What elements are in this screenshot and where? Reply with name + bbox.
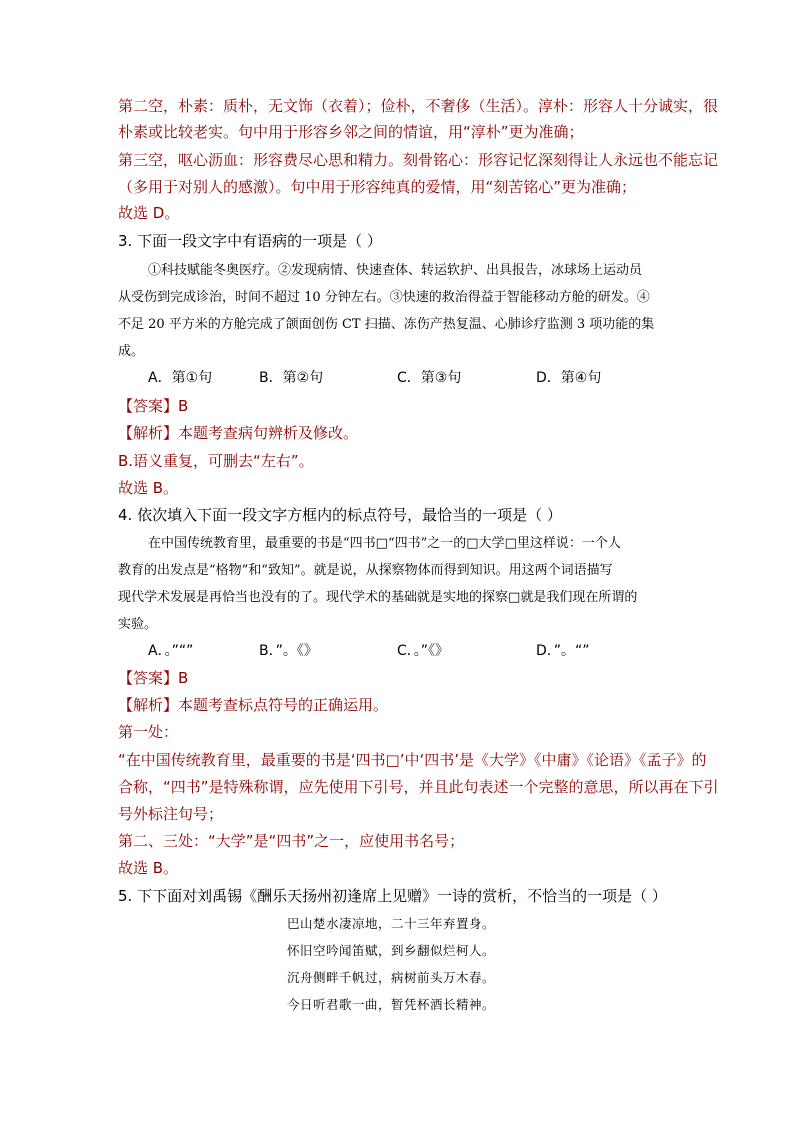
analysis-tag: 【解析】 [118,424,179,442]
q4-detail: 第一处： [118,723,179,741]
q5-poem-line: 怀旧空吟闻笛赋，到乡翻似烂柯人。 [287,943,496,958]
q4-detail: 号外标注句号； [118,805,224,823]
q2-analysis-line: 第二空，朴素：质朴，无文饰（衣着）；俭朴，不奢侈（生活）。淳朴：形容人十分诚实，很 [118,97,719,115]
q4-passage-text: 现代学术发展是再恰当也没有的了。现代学术的基础就是实地的探察 [118,590,509,605]
q4-analysis [118,695,388,715]
q4-detail: 第二、三处：“大学”是“四书”之一，应使用书名号； [118,832,465,850]
q4-conclusion: 故选 B。 [118,859,179,877]
q4-passage-line: 教育的出发点是“格物”和“致知”。就是说，从探察物体而得到知识。用这两个词语描写 [118,563,613,578]
q4-option-d: D．”。“” [536,643,590,659]
q5-poem-line: 巴山楚水凄凉地，二十三年弃置身。 [287,916,496,931]
q3-passage-line: 不足 20 平方米的方舱完成了颌面创伤 CT 扫描、冻伤产热复温、心肺诊疗监测 3 项功能的集 [118,317,655,332]
q2-analysis-line: 朴素或比较老实。句中用于形容乡邻之间的情谊，用“淳朴”更为准确； [118,123,584,141]
q3-option-c: C．第③句 [397,370,462,386]
q4-answer [118,668,188,688]
q4-passage-text: 在中国传统教育里，最重要的书是“四书 [148,536,376,551]
q5-stem: 5. 下下面对刘禹锡《酬乐天扬州初逢席上见赠》一诗的赏析，不恰当的一项是（ ） [118,887,667,905]
blank-box: □ [375,536,388,551]
q4-option-b: B．”。《》 [259,643,318,659]
q3-answer [118,396,188,416]
q3-detail: B.语义重复，可删去“左右”。 [118,452,314,470]
answer-value: B [178,397,189,415]
q4-option-c: C．。”《》 [397,643,450,659]
q3-passage-line: 从受伤到完成诊治，时间不超过 10 分钟左右。③快速的救治得益于智能移动方舱的研发。④ [118,290,650,305]
q3-option-a: A．第①句 [148,370,213,386]
blank-box: □ [504,536,517,551]
q2-analysis-line: （多用于对别人的感激）。句中用于形容纯真的爱情，用“刻苦铭心”更为准确； [118,178,637,196]
q3-passage-line: ①科技赋能冬奥医疗。②发现病情、快速查体、转运软护、出具报告，冰球场上运动员 [148,263,643,278]
q2-analysis-line: 第三空，呕心沥血：形容费尽心思和精力。刻骨铭心：形容记忆深刻得让人永远也不能忘记 [118,151,719,169]
answer-tag: 【答案】 [118,669,179,687]
q3-option-b: B．第②句 [259,370,324,386]
q2-conclusion: 故选 D。 [118,204,180,222]
q3-stem: 3. 下面一段文字中有语病的一项是（ ） [118,232,382,250]
q4-passage-line [118,588,637,608]
blank-box: □ [466,536,479,551]
q4-passage-text: 里这样说：一个人 [516,536,621,551]
q4-passage-text: “四书”之一的 [387,536,467,551]
q4-stem: 4. 依次填入下面一段文字方框内的标点符号，最恰当的一项是（ ） [118,506,562,524]
analysis-text: 本题考查标点符号的正确运用。 [178,696,389,714]
q3-conclusion: 故选 B。 [118,479,179,497]
analysis-text: 本题考查病句辨析及修改。 [178,424,359,442]
q4-detail: 合称，“四书”是特殊称谓，应先使用下引号，并且此句表述一个完整的意思，所以再在下引 [118,778,719,796]
analysis-tag: 【解析】 [118,696,179,714]
q5-poem-line: 今日听君歌一曲，暂凭杯酒长精神。 [287,997,496,1012]
q4-passage-line [148,534,621,554]
q4-passage-text: 就是我们现在所谓的 [520,590,638,605]
blank-box: □ [508,590,521,605]
q4-option-a: A．。”“” [148,643,194,659]
q4-detail: “在中国传统教育里，最重要的书是‘四书□’中‘四书’是《大学》《中庸》《论语》《孟子》的 [118,751,707,769]
answer-tag: 【答案】 [118,397,179,415]
q3-passage-line: 成。 [118,344,145,359]
answer-value: B [178,669,189,687]
q4-passage-line: 实验。 [118,617,158,632]
q5-poem-line: 沉舟侧畔千帆过，病树前头万木春。 [287,970,496,985]
q3-analysis [118,423,358,443]
q4-passage-text: 大学 [478,536,505,551]
q3-option-d: D．第④句 [536,370,602,386]
